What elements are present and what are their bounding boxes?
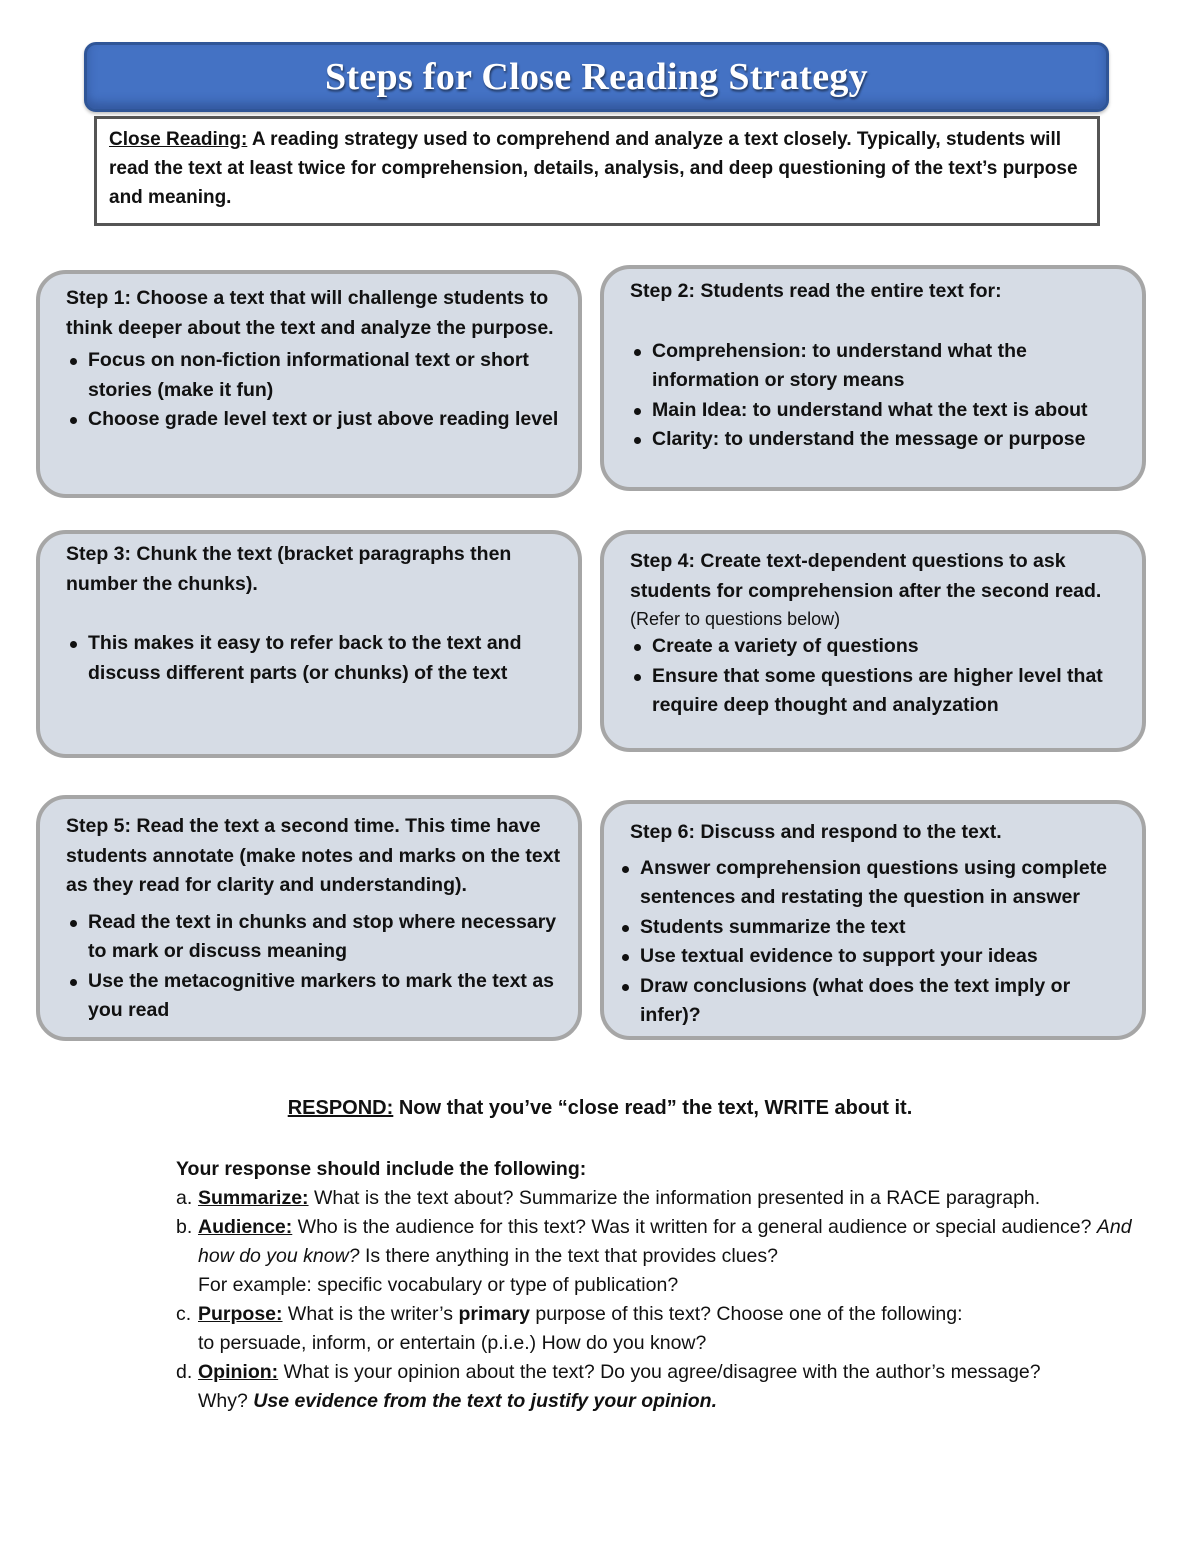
list-item: Comprehension: to understand what the information or story means	[630, 337, 1122, 396]
list-item: Focus on non-fiction informational text or short stories (make it fun)	[66, 346, 564, 405]
item-letter: c.	[176, 1303, 192, 1325]
definition-box	[94, 116, 1100, 226]
respond-text: Now that you’ve “close read” the text, WRITE about it.	[393, 1097, 913, 1119]
respond-label: RESPOND:	[287, 1097, 394, 1119]
step-heading: Step 1: Choose a text that will challenge students to think deeper about the text and analyze the purpose.	[66, 287, 554, 339]
list-item: Use textual evidence to support your ideas	[618, 942, 1128, 972]
item-options: to persuade, inform, or entertain (p.i.e.) How do you know?	[198, 1332, 707, 1354]
list-item: This makes it easy to refer back to the text and discuss different parts (or chunks) of the text	[66, 629, 548, 688]
item-letter: b.	[176, 1216, 193, 1238]
step-heading: Step 4: Create text-dependent questions to ask students for comprehension after the second read.	[630, 550, 1102, 602]
item-text: Who is the audience for this text? Was it written for a general audience or special audience?	[292, 1216, 1097, 1238]
item-label: Summarize:	[198, 1187, 309, 1209]
definition-term: Close Reading:	[109, 129, 248, 150]
step-2-card	[600, 265, 1146, 491]
list-item: Draw conclusions (what does the text imply or infer)?	[618, 972, 1128, 1031]
step-note: (Refer to questions below)	[630, 609, 841, 629]
title-banner	[84, 42, 1109, 112]
item-label: Purpose:	[198, 1303, 283, 1325]
definition-text: A reading strategy used to comprehend and analyze a text closely. Typically, students will read the text at least twice for comprehension, details, analysis, and deep questioning of the text’s purpose and meaning.	[109, 129, 1078, 208]
instructions-lead: Your response should include the following:	[176, 1158, 587, 1180]
item-letter: d.	[176, 1361, 193, 1383]
list-item: Clarity: to understand the message or purpose	[630, 425, 1122, 455]
list-item: Read the text in chunks and stop where necessary to mark or discuss meaning	[66, 908, 566, 967]
item-text: What is the text about? Summarize the information presented in a RACE paragraph.	[308, 1187, 1041, 1209]
step-1-card	[36, 270, 582, 498]
step-heading: Step 2: Students read the entire text for:	[630, 280, 1002, 302]
step-3-card	[36, 530, 582, 758]
step-4-card	[600, 530, 1146, 752]
item-text: purpose of this text? Choose one of the following:	[529, 1303, 963, 1325]
list-item: Choose grade level text or just above reading level	[66, 405, 564, 435]
list-item: Use the metacognitive markers to mark the text as you read	[66, 967, 566, 1026]
item-text: Is there anything in the text that provides clues?	[359, 1245, 778, 1267]
item-example: For example: specific vocabulary or type of publication?	[198, 1274, 679, 1296]
item-italic-text: And how do you know?	[198, 1216, 1132, 1267]
step-heading: Step 6: Discuss and respond to the text.	[630, 821, 1002, 843]
list-item: Ensure that some questions are higher level that require deep thought and analyzation	[630, 662, 1128, 721]
step-heading: Step 5: Read the text a second time. This time have students annotate (make notes and marks on the text as they read for clarity and understanding).	[66, 815, 561, 896]
response-instructions	[176, 1155, 1166, 1416]
instruction-item-opinion	[176, 1358, 1166, 1416]
instruction-item-audience	[176, 1213, 1166, 1300]
item-bold-text: primary	[458, 1303, 530, 1325]
step-6-card	[600, 800, 1146, 1040]
step-heading: Step 3: Chunk the text (bracket paragraphs then number the chunks).	[66, 543, 512, 595]
instruction-item-purpose	[176, 1300, 1166, 1358]
item-text: What is your opinion about the text? Do you agree/disagree with the author’s message?	[278, 1361, 1041, 1383]
item-text: Why?	[198, 1390, 254, 1412]
item-letter: a.	[176, 1187, 193, 1209]
item-label: Audience:	[198, 1216, 293, 1238]
respond-heading	[0, 1097, 1200, 1120]
list-item: Create a variety of questions	[630, 632, 1128, 662]
page-title: Steps for Close Reading Strategy	[325, 56, 868, 98]
item-text: What is the writer’s	[282, 1303, 459, 1325]
list-item: Students summarize the text	[618, 913, 1128, 943]
instruction-item-summarize	[176, 1184, 1166, 1213]
item-emphasis: Use evidence from the text to justify your opinion.	[253, 1390, 717, 1412]
list-item: Main Idea: to understand what the text is about	[630, 396, 1122, 426]
step-5-card	[36, 795, 582, 1041]
item-label: Opinion:	[198, 1361, 279, 1383]
list-item: Answer comprehension questions using complete sentences and restating the question in answer	[618, 854, 1128, 913]
